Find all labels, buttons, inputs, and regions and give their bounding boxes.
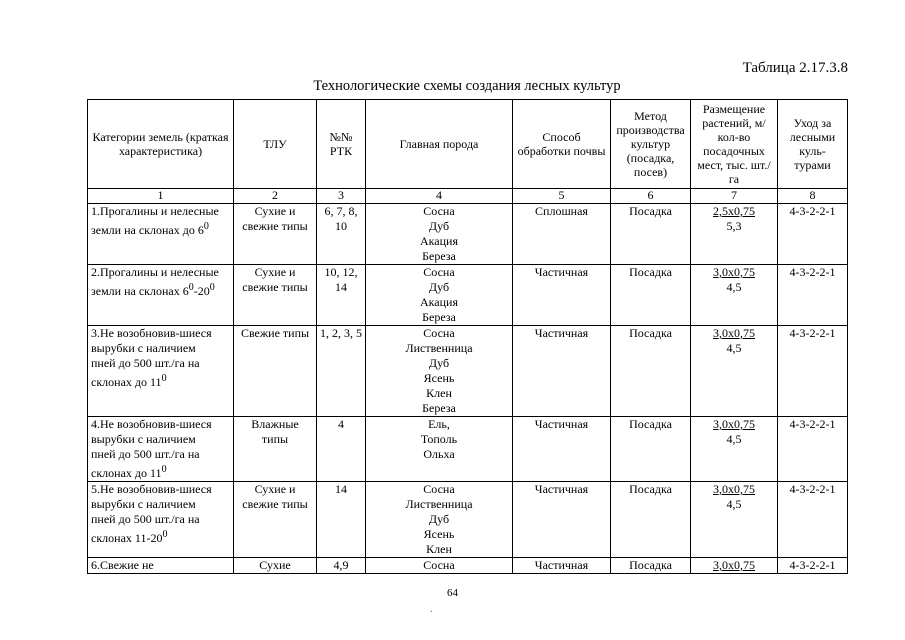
care-cell: 4-3-2-2-1 [778,482,848,558]
header-main-species: Главная порода [366,100,513,189]
placement-cell: 2,5x0,75 5,3 [691,204,778,265]
rtk-cell: 1, 2, 3, 5 [317,326,366,417]
column-number: 8 [778,189,848,204]
header-care: Уход за лесными куль-турами [778,100,848,189]
land-category-cell: 4.Не возобновив-шиеся вырубки с наличием пней до 500 шт./га на склонах до $11^0$ [88,417,234,482]
rtk-cell: 4 [317,417,366,482]
tlu-cell: Сухие [234,558,317,574]
land-category-cell: 6.Свежие не [88,558,234,574]
method-cell: Посадка [611,326,691,417]
scan-speck: . [430,604,433,615]
care-cell: 4-3-2-2-1 [778,558,848,574]
soil-treatment-cell: Частичная [513,265,611,326]
care-cell: 4-3-2-2-1 [778,417,848,482]
species-cell: Сосна Лиственница Дуб Ясень Клен Береза [366,326,513,417]
tlu-cell: Свежие типы [234,326,317,417]
tlu-cell: Влажные типы [234,417,317,482]
land-category-cell: 5.Не возобновив-шиеся вырубки с наличием пней до 500 шт./га на склонах $11-20^0$ [88,482,234,558]
table-row [88,204,848,265]
header-production-method: Метод производства культур (посадка, посев) [611,100,691,189]
method-cell: Посадка [611,558,691,574]
column-number: 2 [234,189,317,204]
placement-cell: 3,0x0,75 4,5 [691,326,778,417]
soil-treatment-cell: Частичная [513,482,611,558]
rtk-cell: 6, 7, 8, 10 [317,204,366,265]
column-number: 4 [366,189,513,204]
table-row [88,482,848,558]
document-title: Технологические схемы создания лесных культур [313,78,621,94]
column-number-row [88,189,848,204]
header-soil-treatment: Способ обработки почвы [513,100,611,189]
table-row [88,417,848,482]
table-number: Таблица 2.17.3.8 [742,60,848,76]
method-cell: Посадка [611,265,691,326]
column-number: 6 [611,189,691,204]
rtk-cell: 10, 12, 14 [317,265,366,326]
placement-cell: 3,0x0,75 4,5 [691,265,778,326]
page-number: 64 [447,587,458,599]
placement-cell: 3,0x0,75 4,5 [691,417,778,482]
soil-treatment-cell: Частичная [513,326,611,417]
species-cell: Сосна [366,558,513,574]
soil-treatment-cell: Частичная [513,558,611,574]
header-tlu: ТЛУ [234,100,317,189]
table-row [88,265,848,326]
header-category: Категории земель (краткая характеристика) [88,100,234,189]
placement-cell: 3,0x0,75 [691,558,778,574]
silviculture-schemes-table [87,99,848,574]
placement-cell: 3,0x0,75 4,5 [691,482,778,558]
column-number: 7 [691,189,778,204]
care-cell: 4-3-2-2-1 [778,326,848,417]
tlu-cell: Сухие и свежие типы [234,482,317,558]
land-category-cell: 1.Прогалины и нелесные земли на склонах до $6^0$ [88,204,234,265]
species-cell: Сосна Лиственница Дуб Ясень Клен [366,482,513,558]
method-cell: Посадка [611,204,691,265]
table-row [88,558,848,574]
care-cell: 4-3-2-2-1 [778,265,848,326]
method-cell: Посадка [611,482,691,558]
species-cell: Сосна Дуб Акация Береза [366,204,513,265]
soil-treatment-cell: Сплошная [513,204,611,265]
care-cell: 4-3-2-2-1 [778,204,848,265]
table-header-row [88,100,848,189]
land-category-cell: 3.Не возобновив-шиеся вырубки с наличием пней до 500 шт./га на склонах до $11^0$ [88,326,234,417]
species-cell: Сосна Дуб Акация Береза [366,265,513,326]
method-cell: Посадка [611,417,691,482]
table-row [88,326,848,417]
column-number: 5 [513,189,611,204]
land-category-cell: 2.Прогалины и нелесные земли на склонах $6^0-20^0$ [88,265,234,326]
column-number: 1 [88,189,234,204]
soil-treatment-cell: Частичная [513,417,611,482]
header-rtk: №№ РТК [317,100,366,189]
rtk-cell: 14 [317,482,366,558]
tlu-cell: Сухие и свежие типы [234,204,317,265]
species-cell: Ель, Тополь Ольха [366,417,513,482]
column-number: 3 [317,189,366,204]
tlu-cell: Сухие и свежие типы [234,265,317,326]
header-placement: Размещение растений, м/кол-во посадочных мест, тыс. шт./га [691,100,778,189]
rtk-cell: 4,9 [317,558,366,574]
